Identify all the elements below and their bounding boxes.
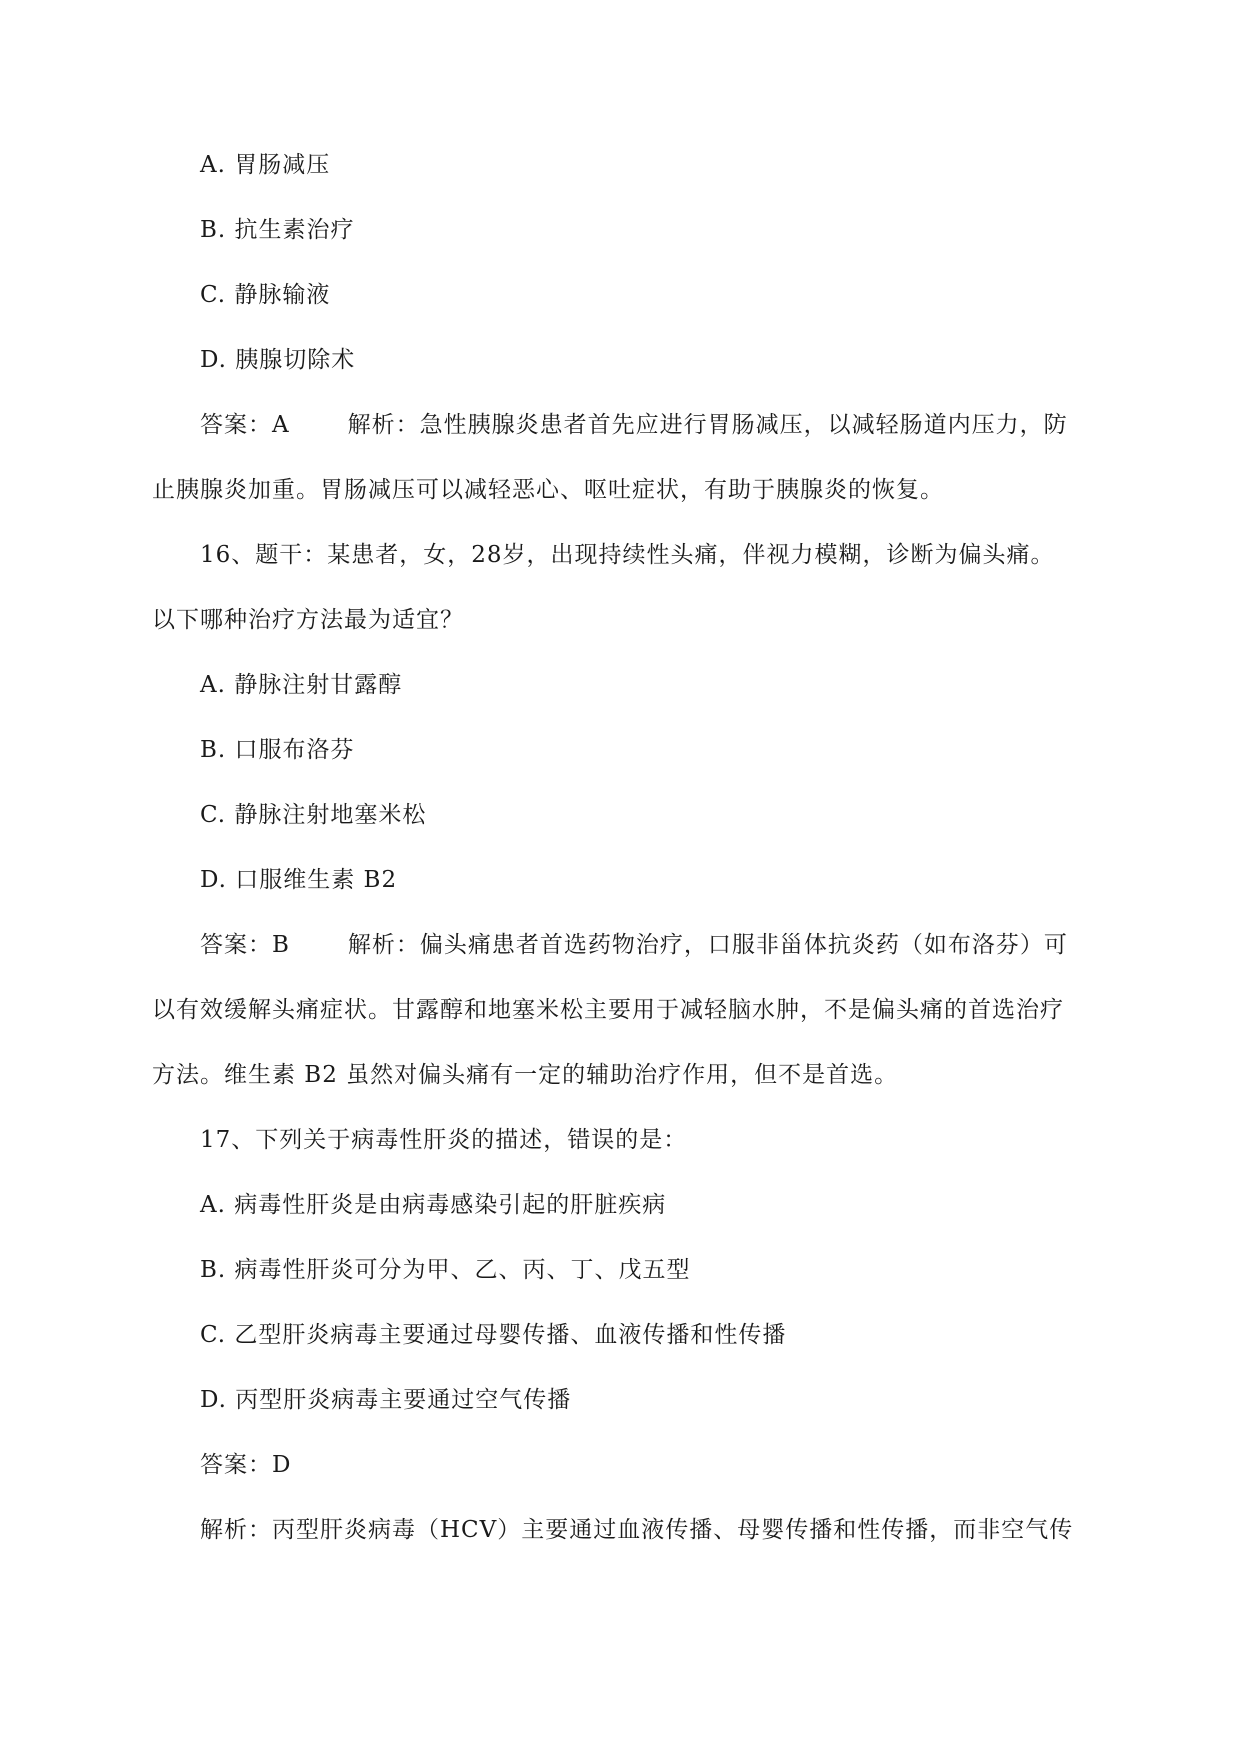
q17-answer: 答案：D xyxy=(200,1452,292,1478)
q15-analysis-line2: 止胰腺炎加重。胃肠减压可以减轻恶心、呕吐症状，有助于胰腺炎的恢复。 xyxy=(152,477,944,503)
q17-option-b: B. 病毒性肝炎可分为甲、乙、丙、丁、戊五型 xyxy=(200,1257,691,1283)
q15-analysis-line1: 解析：急性胰腺炎患者首先应进行胃肠减压，以减轻肠道内压力，防 xyxy=(347,412,1068,438)
q16-option-a: A. 静脉注射甘露醇 xyxy=(200,672,403,698)
q16-analysis-line3: 方法。维生素 B2 虽然对偏头痛有一定的辅助治疗作用，但不是首选。 xyxy=(152,1062,899,1088)
q16-option-b: B. 口服布洛芬 xyxy=(200,737,355,763)
q16-answer: 答案：B xyxy=(200,932,290,958)
q15-option-b: B. 抗生素治疗 xyxy=(200,217,355,243)
q17-option-d: D. 丙型肝炎病毒主要通过空气传播 xyxy=(200,1387,572,1413)
q17-stem: 17、下列关于病毒性肝炎的描述，错误的是： xyxy=(200,1127,688,1153)
q16-analysis-line2: 以有效缓解头痛症状。甘露醇和地塞米松主要用于减轻脑水肿，不是偏头痛的首选治疗 xyxy=(152,997,1064,1023)
q17-analysis-line1: 解析：丙型肝炎病毒（HCV）主要通过血液传播、母婴传播和性传播，而非空气传 xyxy=(200,1517,1074,1543)
q15-option-d: D. 胰腺切除术 xyxy=(200,347,356,373)
q16-stem-line1: 16、题干：某患者，女，28岁，出现持续性头痛，伴视力模糊，诊断为偏头痛。 xyxy=(200,542,1055,568)
q16-answer-analysis xyxy=(200,930,1068,960)
q15-option-a: A. 胃肠减压 xyxy=(200,152,331,178)
q16-option-c: C. 静脉注射地塞米松 xyxy=(200,802,427,828)
q15-option-c: C. 静脉输液 xyxy=(200,282,331,308)
q16-stem-line2: 以下哪种治疗方法最为适宜？ xyxy=(152,607,464,633)
q17-option-a: A. 病毒性肝炎是由病毒感染引起的肝脏疾病 xyxy=(200,1192,667,1218)
q15-answer: 答案：A xyxy=(200,412,290,438)
q16-analysis-line1: 解析：偏头痛患者首选药物治疗，口服非甾体抗炎药（如布洛芬）可 xyxy=(347,932,1068,958)
q16-option-d: D. 口服维生素 B2 xyxy=(200,867,398,893)
q17-option-c: C. 乙型肝炎病毒主要通过母婴传播、血液传播和性传播 xyxy=(200,1322,787,1348)
q15-answer-analysis xyxy=(200,410,1068,440)
